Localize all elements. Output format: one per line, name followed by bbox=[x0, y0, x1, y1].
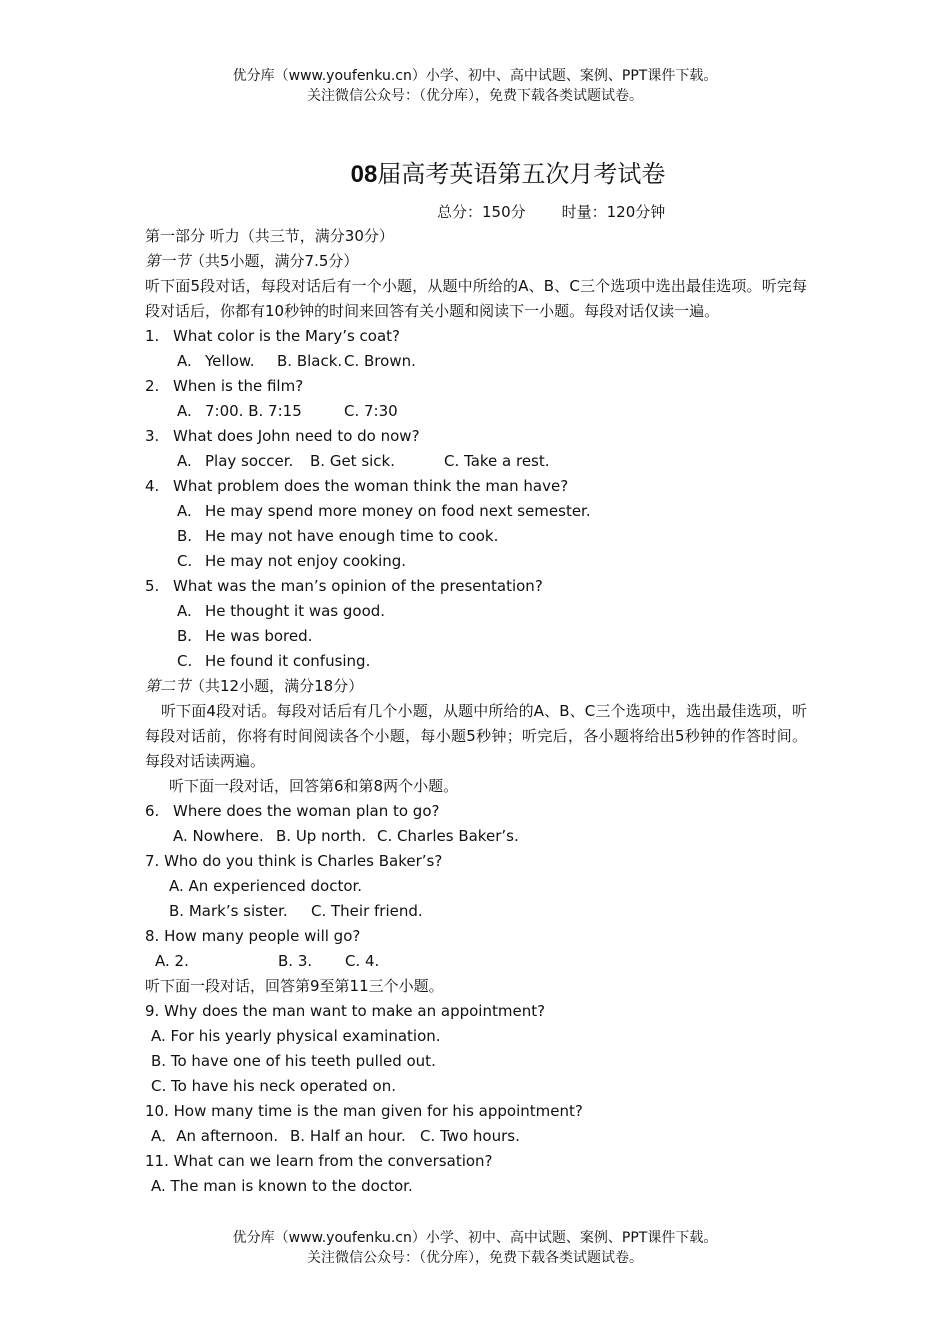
q4-option-c: C. He may not enjoy cooking. bbox=[177, 552, 407, 570]
exam-content bbox=[145, 224, 807, 1199]
footer-line-1: 优分库（www.youfenku.cn）小学、初中、高中试题、案例、PPT课件下载。 bbox=[232, 1230, 718, 1246]
section2-info: （共12小题，满分18分） bbox=[190, 677, 364, 695]
time-limit: 时量：120分钟 bbox=[561, 203, 666, 221]
q5-option-b: B. He was bored. bbox=[177, 627, 313, 645]
q9-option-b: B. To have one of his teeth pulled out. bbox=[151, 1052, 436, 1070]
section2-heading bbox=[145, 674, 807, 699]
q4-option-b: B. He may not have enough time to cook. bbox=[177, 527, 499, 545]
footer-line-2: 关注微信公众号：（优分库），免费下载各类试题试卷。 bbox=[307, 1250, 643, 1266]
q9-option-a: A. For his yearly physical examination. bbox=[151, 1027, 441, 1045]
section1-heading bbox=[145, 249, 807, 274]
question-4: 4. What problem does the woman think the man have? bbox=[145, 477, 569, 495]
total-score: 总分：150分 bbox=[437, 203, 526, 221]
page-title bbox=[0, 157, 950, 192]
question-11: 11. What can we learn from the conversation? bbox=[145, 1152, 493, 1170]
question-5: 5. What was the man’s opinion of the presentation? bbox=[145, 577, 543, 595]
q5-option-a: A. He thought it was good. bbox=[177, 602, 386, 620]
q7-option-a: A. An experienced doctor. bbox=[169, 877, 363, 895]
q1-options: A. Yellow. B. Black. C. Brown. bbox=[145, 349, 807, 374]
section2-label: 第二节 bbox=[145, 677, 191, 695]
header-line-1: 优分库（www.youfenku.cn）小学、初中、高中试题、案例、PPT课件下载。 bbox=[232, 68, 718, 84]
section2-instructions: 听下面4段对话。每段对话后有几个小题，从题中所给的A、B、C三个选项中，选出最佳选项，听每段对话前，你将有时间阅读各个小题，每小题5秒钟；听完后，各小题将给出5秒钟的作答时间。每段对话读两遍。 bbox=[145, 702, 807, 770]
question-8: 8. How many people will go? bbox=[145, 927, 361, 945]
question-1: 1. What color is the Mary’s coat? bbox=[145, 327, 401, 345]
q2-options: A. 7:00. B. 7:15 C. 7:30 bbox=[145, 399, 807, 424]
q5-option-c: C. He found it confusing. bbox=[177, 652, 371, 670]
title-text: 届高考英语第五次月考试卷 bbox=[377, 160, 666, 188]
title-year: 08 bbox=[350, 161, 378, 188]
q8-options: A. 2. B. 3. C. 4. bbox=[155, 952, 380, 970]
section1-info: （共5小题，满分7.5分） bbox=[190, 252, 359, 270]
score-info bbox=[437, 201, 665, 223]
q4-option-a: A. He may spend more money on food next semester. bbox=[177, 502, 591, 520]
question-6: 6. Where does the woman plan to go? bbox=[145, 802, 440, 820]
q11-option-a: A. The man is known to the doctor. bbox=[151, 1177, 413, 1195]
page-footer bbox=[0, 1228, 950, 1268]
option-c: C. Take a rest. bbox=[444, 452, 550, 470]
q7-options-bc: B. Mark’s sister. C. Their friend. bbox=[169, 902, 423, 920]
page-header bbox=[0, 66, 950, 106]
option-b: B. Black. bbox=[277, 352, 343, 370]
option-c: C. Brown. bbox=[344, 352, 416, 370]
header-line-2: 关注微信公众号：（优分库），免费下载各类试题试卷。 bbox=[307, 88, 643, 104]
option-a: Yellow. bbox=[205, 352, 255, 370]
group1-instruction: 听下面一段对话，回答第6和第8两个小题。 bbox=[169, 777, 459, 795]
q10-options: A．An afternoon. B. Half an hour. C. Two hours. bbox=[151, 1127, 520, 1145]
option-b: B. Get sick. bbox=[310, 452, 396, 470]
part1-heading: 第一部分 听力（共三节，满分30分） bbox=[145, 227, 394, 245]
option-a: Play soccer. bbox=[205, 452, 294, 470]
q6-options: A. Nowhere. B. Up north. C. Charles Baker’s. bbox=[173, 827, 519, 845]
option-c: C. 7:30 bbox=[344, 402, 398, 420]
question-9: 9. Why does the man want to make an appointment? bbox=[145, 1002, 546, 1020]
section1-label: 第一节 bbox=[145, 252, 191, 270]
question-7: 7. Who do you think is Charles Baker’s? bbox=[145, 852, 443, 870]
question-10: 10. How many time is the man given for his appointment? bbox=[145, 1102, 583, 1120]
section1-instructions: 听下面5段对话，每段对话后有一个小题，从题中所给的A、B、C三个选项中选出最佳选项。听完每段对话后，你都有10秒钟的时间来回答有关小题和阅读下一小题。每段对话仅读一遍。 bbox=[145, 277, 807, 320]
group2-instruction: 听下面一段对话，回答第9至第11三个小题。 bbox=[145, 977, 444, 995]
q9-option-c: C. To have his neck operated on. bbox=[151, 1077, 396, 1095]
question-3: 3. What does John need to do now? bbox=[145, 427, 420, 445]
q3-options: A. Play soccer. B. Get sick. C. Take a rest. bbox=[145, 449, 807, 474]
question-2: 2. When is the film? bbox=[145, 377, 304, 395]
option-ab: 7:00. B. 7:15 bbox=[205, 402, 302, 420]
